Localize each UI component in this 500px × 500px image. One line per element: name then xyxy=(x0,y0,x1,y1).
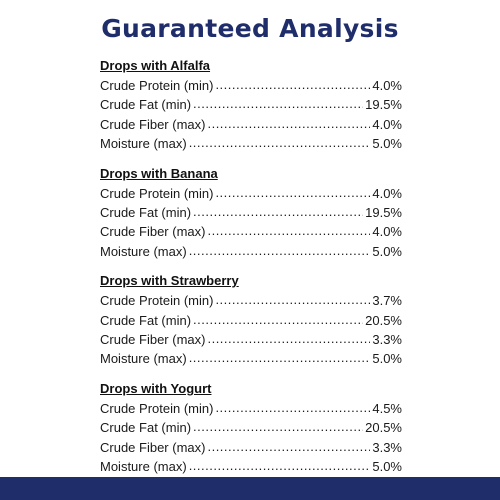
dot-leader xyxy=(189,348,371,367)
section-heading: Drops with Alfalfa xyxy=(100,58,211,73)
nutrient-value: 20.5% xyxy=(365,420,402,436)
nutrient-label: Crude Protein (min) xyxy=(100,293,214,309)
nutrient-value: 5.0% xyxy=(372,243,402,259)
dot-leader xyxy=(189,133,371,152)
dot-leader xyxy=(215,290,370,309)
dot-leader xyxy=(193,94,363,113)
analysis-row xyxy=(100,222,402,241)
analysis-section-strawberry xyxy=(100,272,402,368)
footer-bar xyxy=(0,477,500,500)
analysis-row xyxy=(100,203,402,222)
dot-leader xyxy=(215,398,370,417)
nutrient-label: Moisture (max) xyxy=(100,243,187,259)
dot-leader xyxy=(189,241,371,260)
nutrient-value: 4.0% xyxy=(372,224,402,240)
analysis-row xyxy=(100,242,402,261)
analysis-section-banana xyxy=(100,165,402,261)
dot-leader xyxy=(207,221,370,240)
analysis-row xyxy=(100,438,402,457)
nutrient-value: 4.0% xyxy=(372,116,402,132)
dot-leader xyxy=(215,75,370,94)
dot-leader xyxy=(207,329,370,348)
nutrient-label: Crude Fat (min) xyxy=(100,97,192,113)
nutrient-value: 5.0% xyxy=(372,458,402,474)
analysis-row xyxy=(100,76,402,95)
dot-leader xyxy=(207,114,370,133)
nutrient-value: 3.7% xyxy=(372,293,402,309)
analysis-row xyxy=(100,349,402,368)
analysis-row xyxy=(100,134,402,153)
dot-leader xyxy=(189,456,371,475)
nutrient-label: Crude Protein (min) xyxy=(100,78,214,93)
analysis-row xyxy=(100,184,402,203)
analysis-row xyxy=(100,311,402,330)
nutrient-value: 19.5% xyxy=(365,204,402,220)
section-heading: Drops with Strawberry xyxy=(100,273,239,289)
analysis-row xyxy=(100,115,402,134)
dot-leader xyxy=(193,310,363,329)
nutrient-value: 5.0% xyxy=(372,351,402,367)
nutrient-label: Moisture (max) xyxy=(100,135,187,151)
analysis-row xyxy=(100,457,402,476)
analysis-row xyxy=(100,291,402,310)
nutrient-label: Crude Protein (min) xyxy=(100,401,214,417)
nutrient-label: Crude Fat (min) xyxy=(100,312,192,328)
analysis-row xyxy=(100,418,402,437)
dot-leader xyxy=(193,202,363,221)
nutrient-label: Crude Fiber (max) xyxy=(100,116,206,132)
dot-leader xyxy=(215,183,370,202)
nutrient-value: 4.0% xyxy=(372,185,402,201)
analysis-row xyxy=(100,95,402,114)
analysis-row xyxy=(100,330,402,349)
nutrient-label: Crude Fiber (max) xyxy=(100,331,206,347)
nutrient-label: Moisture (max) xyxy=(100,351,187,367)
nutrient-label: Crude Fat (min) xyxy=(100,204,192,220)
section-heading: Drops with Yogurt xyxy=(100,381,212,397)
nutrient-value: 19.5% xyxy=(365,97,402,113)
dot-leader xyxy=(207,437,370,456)
nutrient-label: Crude Protein (min) xyxy=(100,185,214,201)
nutrient-label: Crude Fiber (max) xyxy=(100,224,206,240)
nutrient-value: 5.0% xyxy=(372,135,402,151)
nutrient-label: Moisture (max) xyxy=(100,458,187,474)
dot-leader xyxy=(193,417,363,436)
analysis-section-alfalfa xyxy=(100,57,402,153)
nutrient-label: Crude Fiber (max) xyxy=(100,439,206,455)
nutrient-value: 20.5% xyxy=(365,312,402,328)
analysis-row xyxy=(100,399,402,418)
analysis-sections xyxy=(100,57,402,488)
nutrient-value: 4.5% xyxy=(372,401,402,417)
nutrient-label: Crude Fat (min) xyxy=(100,420,192,436)
nutrient-value: 3.3% xyxy=(372,439,402,455)
nutrient-value: 4.0% xyxy=(372,78,402,93)
nutrient-value: 3.3% xyxy=(372,331,402,347)
page-title: Guaranteed Analysis xyxy=(101,14,399,43)
analysis-section-yogurt xyxy=(100,380,402,476)
section-heading: Drops with Banana xyxy=(100,165,218,181)
